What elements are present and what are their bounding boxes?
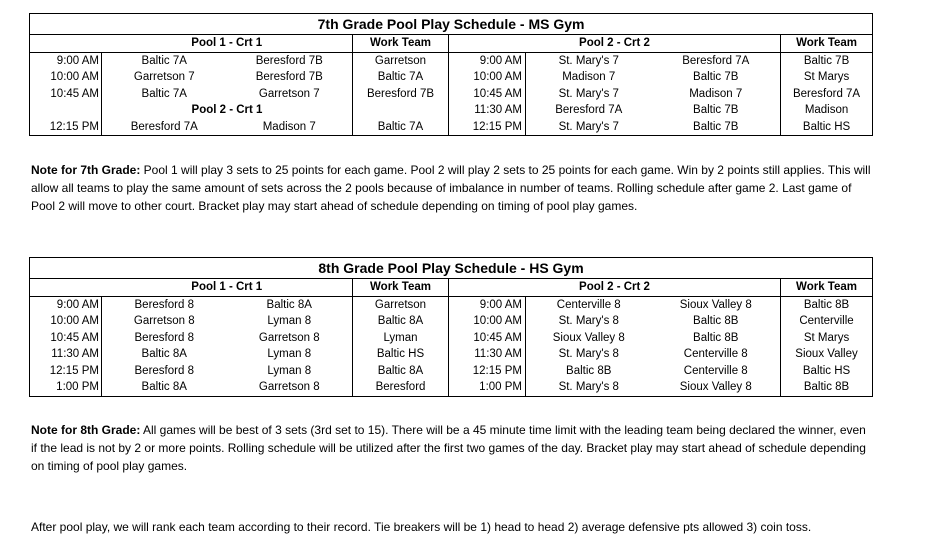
team-cell: Garretson 8 xyxy=(133,315,195,328)
grade8-note-label: Note for 8th Grade: xyxy=(31,423,141,437)
team-cell: Beresford 7A xyxy=(682,54,750,67)
grade8-title: 8th Grade Pool Play Schedule - HS Gym xyxy=(30,258,873,279)
grade8-schedule-table xyxy=(29,257,873,397)
grade8-work-team-header: Work Team xyxy=(353,279,449,297)
work-team-cell: Baltic HS xyxy=(781,363,873,380)
team-cell: Baltic 8A xyxy=(266,298,312,311)
team-cell: Beresford 7A xyxy=(102,119,227,136)
time-cell: 10:00 AM xyxy=(449,69,526,86)
time-cell: 10:00 AM xyxy=(30,69,102,86)
team-cell: St. Mary's 7 xyxy=(526,119,652,136)
team-cell: St. Mary's 8 xyxy=(526,379,652,396)
team-cell: Beresford 8 xyxy=(134,298,194,311)
time-cell: 1:00 PM xyxy=(449,379,526,396)
table-row xyxy=(30,52,873,69)
work-team-cell: Baltic 8B xyxy=(781,296,873,313)
team-cell: Baltic 7A xyxy=(141,87,187,100)
team-cell: Garretson 8 xyxy=(227,379,353,396)
work-team-cell: Baltic 7B xyxy=(781,52,873,69)
team-cell: Baltic 7A xyxy=(141,54,187,67)
time-cell: 10:00 AM xyxy=(30,313,102,330)
team-cell: Lyman 8 xyxy=(267,348,312,361)
team-cell: Beresford 8 xyxy=(134,331,194,344)
time-cell: 10:45 AM xyxy=(449,86,526,103)
tiebreaker-footer: After pool play, we will rank each team according to their record. Tie breakers will be 1) head to head 2) average defensive pts allowed 3) coin toss. xyxy=(31,520,812,534)
team-cell: Baltic 8B xyxy=(693,315,739,328)
grade7-work-team-header: Work Team xyxy=(353,35,449,53)
work-team-cell: Baltic 8A xyxy=(353,363,449,380)
table-row xyxy=(30,86,873,103)
team-cell: Garretson 8 xyxy=(258,331,320,344)
time-cell: 1:00 PM xyxy=(30,379,102,396)
time-cell: 10:00 AM xyxy=(449,313,526,330)
work-team-cell: St Marys xyxy=(781,330,873,347)
team-cell: Beresford 8 xyxy=(134,364,194,377)
time-cell: 9:00 AM xyxy=(449,52,526,69)
team-cell: Centerville 8 xyxy=(683,348,748,361)
time-cell xyxy=(30,102,102,119)
grade8-note xyxy=(31,421,866,475)
time-cell: 9:00 AM xyxy=(30,52,102,69)
grade8-work-team2-header: Work Team xyxy=(781,279,873,297)
team-cell: Lyman 8 xyxy=(267,364,312,377)
team-cell: St. Mary's 7 xyxy=(558,87,619,100)
team-cell: St. Mary's 8 xyxy=(558,315,619,328)
time-cell: 10:45 AM xyxy=(30,330,102,347)
work-team-cell: Beresford 7B xyxy=(353,86,449,103)
team-cell: Lyman 8 xyxy=(267,315,312,328)
team-cell: Beresford 7B xyxy=(255,71,323,84)
work-team-cell: Baltic HS xyxy=(353,346,449,363)
grade7-note-text: Pool 1 will play 3 sets to 25 points for each game. Pool 2 will play 2 sets to 25 points for each game. Win by 2 points still applies. This will allow all teams to play the same amount of sets across the 2 pools because of imbalance in number of teams. Rolling schedule after game 2. Last game of Pool 2 will move to other court. Bracket play may start ahead of schedule depending on timing of pool play games. xyxy=(31,163,871,213)
team-cell: Baltic 7B xyxy=(652,119,781,136)
table-row xyxy=(30,102,873,119)
table-row xyxy=(30,330,873,347)
time-cell: 12:15 PM xyxy=(449,363,526,380)
team-cell: Baltic 8B xyxy=(693,331,739,344)
work-team-cell: Baltic 8B xyxy=(781,379,873,396)
team-cell: Sioux Valley 8 xyxy=(552,331,625,344)
work-team-cell: St Marys xyxy=(781,69,873,86)
team-cell: Baltic 8A xyxy=(102,379,227,396)
team-cell: Centerville 8 xyxy=(556,298,621,311)
team-cell: Madison 7 xyxy=(562,71,616,84)
table-row xyxy=(30,69,873,86)
grade7-work-team2-header: Work Team xyxy=(781,35,873,53)
table-row xyxy=(30,313,873,330)
time-cell: 11:30 AM xyxy=(30,346,102,363)
grade7-title: 7th Grade Pool Play Schedule - MS Gym xyxy=(30,14,873,35)
time-cell: 11:30 AM xyxy=(449,346,526,363)
team-cell: St. Mary's 8 xyxy=(558,348,619,361)
work-team-cell: Centerville xyxy=(781,313,873,330)
grade7-pool2-crt1-header: Pool 2 - Crt 1 xyxy=(191,104,263,117)
team-cell: Madison 7 xyxy=(227,119,353,136)
grade7-note-label: Note for 7th Grade: xyxy=(31,163,141,177)
grade8-pool2-header: Pool 2 - Crt 2 xyxy=(449,279,781,297)
work-team-cell: Madison xyxy=(781,102,873,119)
grade8-pool1-header: Pool 1 - Crt 1 xyxy=(102,279,353,297)
table-row xyxy=(30,296,873,313)
work-team-cell: Garretson xyxy=(353,52,449,69)
table-row xyxy=(30,363,873,380)
work-team-cell: Sioux Valley xyxy=(781,346,873,363)
time-cell: 9:00 AM xyxy=(30,296,102,313)
work-team-cell: Baltic 7A xyxy=(353,119,449,136)
grade7-schedule-table xyxy=(29,13,873,136)
table-row xyxy=(30,346,873,363)
team-cell: Sioux Valley 8 xyxy=(679,298,752,311)
work-team-cell: Baltic HS xyxy=(781,119,873,136)
time-cell: 10:45 AM xyxy=(449,330,526,347)
time-cell: 12:15 PM xyxy=(30,119,102,136)
table-row xyxy=(30,379,873,396)
work-team-cell: Lyman xyxy=(353,330,449,347)
team-cell: Garretson 7 xyxy=(133,71,195,84)
work-team-cell: Baltic 8A xyxy=(353,313,449,330)
time-cell: 12:15 PM xyxy=(30,363,102,380)
team-cell: Beresford 7A xyxy=(555,104,623,117)
table-row xyxy=(30,119,873,136)
grade8-note-text: All games will be best of 3 sets (3rd set to 15). There will be a 45 minute time limit with the leading team being declared the winner, even if the lead is not by 2 or more points. Rolling schedule will be utilized after the first two games of the day. Bracket play may start ahead of schedule depending on timing of pool play games. xyxy=(31,423,866,473)
grade7-pool2-header: Pool 2 - Crt 2 xyxy=(449,35,781,53)
time-cell: 9:00 AM xyxy=(449,296,526,313)
team-cell: Sioux Valley 8 xyxy=(652,379,781,396)
work-team-cell: Beresford 7A xyxy=(781,86,873,103)
grade7-note xyxy=(31,161,876,215)
time-cell: 12:15 PM xyxy=(449,119,526,136)
time-cell: 10:45 AM xyxy=(30,86,102,103)
work-team-cell: Baltic 7A xyxy=(353,69,449,86)
team-cell: Beresford 7B xyxy=(255,54,323,67)
work-team-cell xyxy=(353,102,449,119)
team-cell: Madison 7 xyxy=(689,87,743,100)
work-team-cell: Beresford xyxy=(353,379,449,396)
team-cell: Baltic 7B xyxy=(693,71,739,84)
work-team-cell: Garretson xyxy=(353,296,449,313)
team-cell: St. Mary's 7 xyxy=(558,54,619,67)
team-cell: Garretson 7 xyxy=(258,87,320,100)
team-cell: Baltic 7B xyxy=(693,104,739,117)
grade7-pool1-header: Pool 1 - Crt 1 xyxy=(102,35,353,53)
team-cell: Centerville 8 xyxy=(683,364,748,377)
time-cell: 11:30 AM xyxy=(449,102,526,119)
team-cell: Baltic 8A xyxy=(141,348,187,361)
team-cell: Baltic 8B xyxy=(566,364,612,377)
